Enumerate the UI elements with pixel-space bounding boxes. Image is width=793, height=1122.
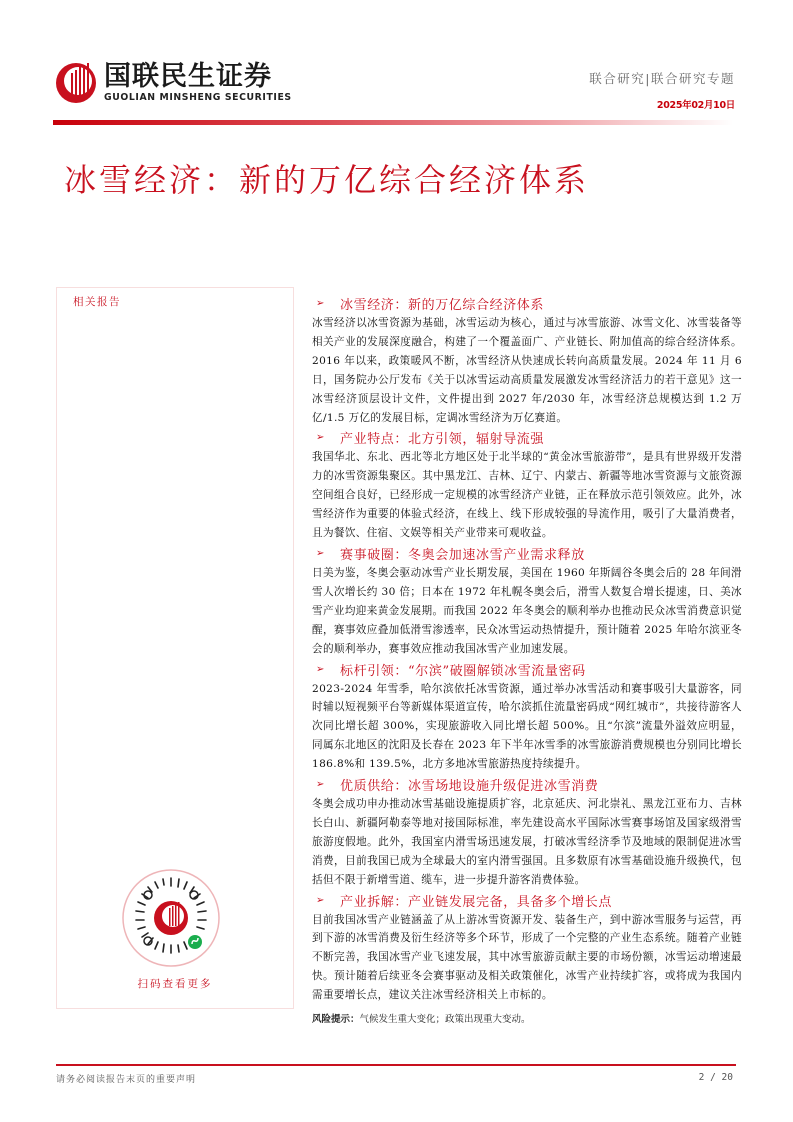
bullet-arrow-icon: ➢ [316,547,325,559]
section-title: 产业拆解：产业链发展完备，具备多个增长点 [340,894,613,910]
related-reports-title: 相关报告 [73,296,121,308]
section-title: 冰雪经济：新的万亿综合经济体系 [340,298,545,313]
section [312,774,742,890]
section-paragraph: 冬奥会成功申办推动冰雪基础设施提质扩容，北京延庆、河北崇礼、黑龙江亚布力、吉林长白山、新疆阿勒泰等地对接国际标准，率先建设高水平国际冰雪赛事场馆及国家级滑雪旅游度假地。此外，我国室内滑雪场迅速发展，打破冰雪经济季节及地域的限制促进冰雪消费，目前我国已成为全球最大的室内滑雪强国。且多数原有冰雪基础设施升级换代，包括但不限于新增雪道、缆车，进一步提升游客消费体验。 [312,798,742,886]
logo-english-name: GUOLIAN MINSHENG SECURITIES [104,92,292,103]
section-heading [312,543,742,564]
mini-program-icon [188,935,202,949]
qr-code-icon [121,868,221,968]
sidebar-related-reports [56,287,294,1009]
company-logo [54,60,324,106]
risk-label: 风险提示： [312,1014,360,1026]
bullet-arrow-icon: ➢ [316,432,325,444]
section-paragraph: 2023-2024 年雪季，哈尔滨依托冰雪资源，通过举办冰雪活动和赛事吸引大量游客，同时辅以短视频平台等新媒体渠道宣传，哈尔滨抓住流量密码成“网红城市”，共接待游客人次同比增长超 300%，实现旅游收入同比增长超 500%。且“尔滨”流量外溢效应明显，同属东北地区的沈阳及长春在 2023 年下半年冰雪季的冰雪旅游消费规模也分别同比增长 186.8%和 139.5%，北方多地冰雪旅游热度持续提升。 [312,682,742,771]
footer-disclaimer: 请务必阅读报告末页的重要声明 [56,1075,197,1085]
section-title: 标杆引领：“尔滨”破圈解锁冰雪流量密码 [340,663,586,679]
section [312,293,742,427]
page-number: 2 / 20 [698,1072,733,1083]
page-title: 冰雪经济：新的万亿综合经济体系 [64,161,590,199]
section-heading [312,427,742,448]
header-divider [53,120,733,125]
section [312,427,742,543]
section-paragraph: 日美为鉴，冬奥会驱动冰雪产业长期发展，美国在 1960 年斯阔谷冬奥会后的 28 年间滑雪人次增长约 30 倍；日本在 1972 年札幌冬奥会后，滑雪人数复合增长提速，日、美冰雪产业均迎来黄金发展期。而我国 2022 年冬奥会的顺利举办也推动民众冰雪消费意识觉醒，赛事效应叠加低滑雪渗透率，民众冰雪运动热情提升，预计随着 2025 年哈尔滨亚冬会的顺利举办，赛事效应推动我国冰雪产业加速发展。 [312,566,742,655]
report-meta [589,69,735,111]
bullet-arrow-icon: ➢ [316,663,325,675]
qr-caption: 扫码查看更多 [137,978,213,990]
section-paragraph: 冰雪经济以冰雪资源为基础，冰雪运动为核心，通过与冰雪旅游、冰雪文化、冰雪装备等相关产业的发展深度融合，构建了一个覆盖面广、产业链长、附加值高的综合经济体系。2016 年以来，政策暖风不断，冰雪经济从快速成长转向高质量发展。2024 年 11 月 6 日，国务院办公厅发布《关于以冰雪运动高质量发展激发冰雪经济活力的若干意见》这一冰雪经济顶层设计文件，文件提出到 2027 年/2030 年，冰雪经济总规模达到 1.2 万亿/1.5 万亿的发展目标，定调冰雪经济为万亿赛道。 [312,317,742,424]
bullet-arrow-icon: ➢ [316,894,325,906]
section-paragraph: 我国华北、东北、西北等北方地区处于北半球的“黄金冰雪旅游带”，是具有世界级开发潜力的冰雪资源集聚区。其中黑龙江、吉林、辽宁、内蒙古、新疆等地冰雪资源与文旅资源空间组合良好，已经形成一定规模的冰雪经济产业链，正在释放示范引领效应。此外，冰雪经济作为重要的体验式经济，在线上、线下形成较强的导流作用，吸引了大量消费者，且为餐饮、住宿、文娱等相关产业带来可观收益。 [312,451,742,540]
report-date: 2025年02月10日 [656,100,735,111]
report-body [312,293,742,1025]
qr-code[interactable] [121,868,221,968]
section-title: 优质供给：冰雪场地设施升级促进冰雪消费 [340,779,599,795]
section-heading [312,890,742,911]
section-heading [312,774,742,795]
section-paragraph: 目前我国冰雪产业链涵盖了从上游冰雪资源开发、装备生产，到中游冰雪服务与运营，再到下游的冰雪消费及衍生经济等多个环节，形成了一个完整的产业生态系统。随着产业链不断完善，我国冰雪产业飞速发展，其中冰雪旅游贡献主要的市场份额，冰雪运动增速最快。预计随着后续亚冬会赛事驱动及相关政策催化，冰雪产业持续扩容，或将成为我国内需重要增长点，建议关注冰雪经济相关上市标的。 [312,913,742,1002]
section-title: 赛事破圈：冬奥会加速冰雪产业需求释放 [340,547,585,563]
section [312,543,742,659]
risk-warning [312,1011,742,1025]
company-logo-icon [54,61,98,105]
section [312,890,742,1006]
section [312,659,742,775]
logo-chinese-name: 国联民生证券 [104,61,272,92]
section-title: 产业特点：北方引领，辐射导流强 [340,432,545,448]
report-type: 联合研究|联合研究专题 [589,71,735,86]
bullet-arrow-icon: ➢ [316,779,325,791]
section-heading [312,659,742,680]
bullet-arrow-icon: ➢ [316,298,325,309]
section-heading [312,293,742,314]
risk-text: 气候发生重大变化；政策出现重大变动。 [359,1014,531,1026]
footer-divider [56,1064,736,1066]
